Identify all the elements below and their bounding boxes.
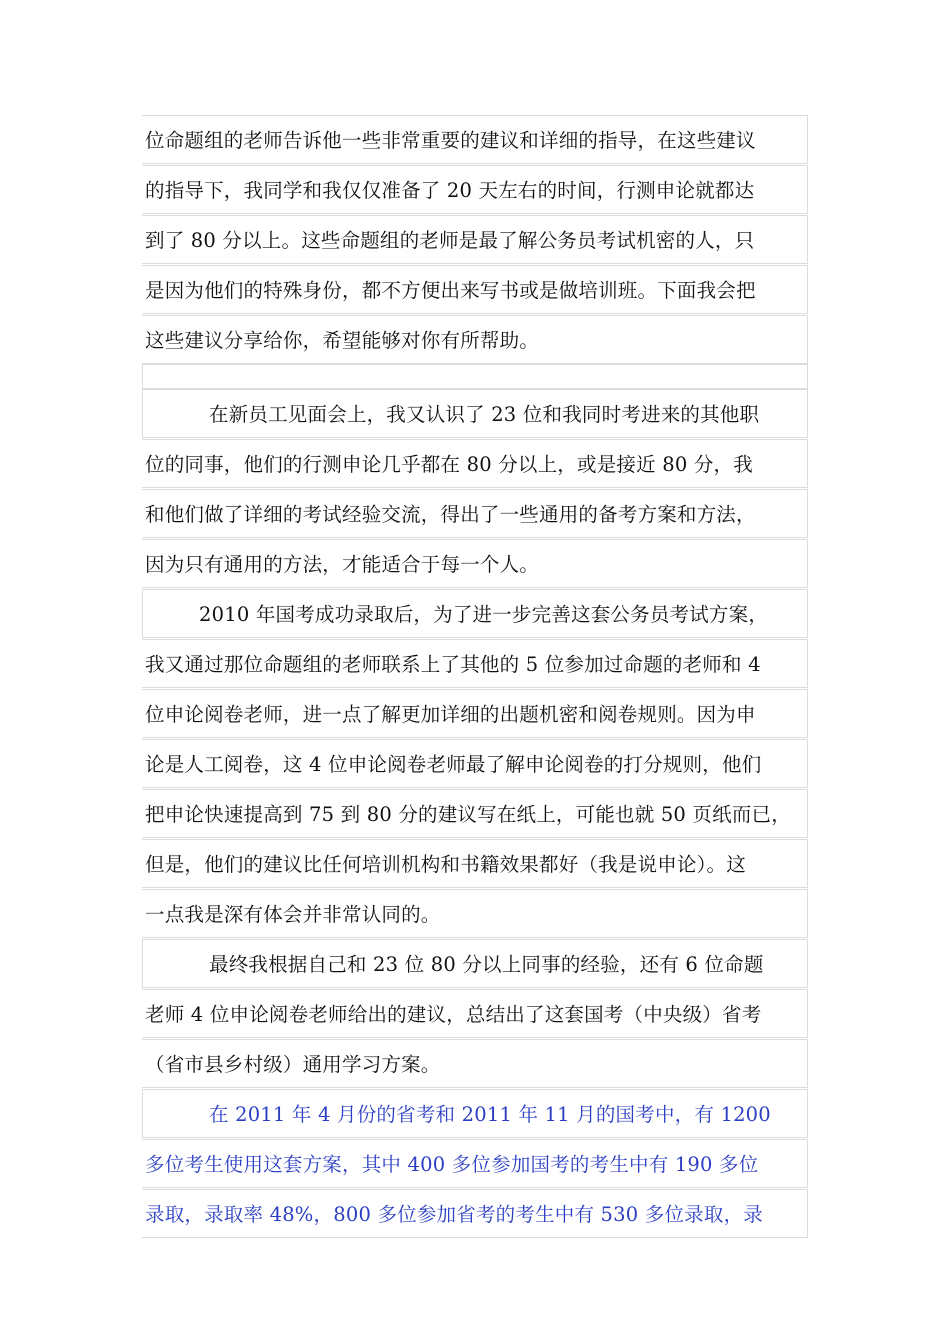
paragraph-3-line-4: 论是人工阅卷，这 4 位申论阅卷老师最了解申论阅卷的打分规则，他们 xyxy=(145,753,762,776)
paragraph-3-line-6: 但是，他们的建议比任何培训机构和书籍效果都好（我是说申论）。这 xyxy=(145,853,746,876)
text-line xyxy=(142,639,808,688)
text-line xyxy=(142,989,808,1038)
paragraph-5-line-2: 多位考生使用这套方案，其中 400 多位参加国考的考生中有 190 多位 xyxy=(145,1153,759,1176)
paragraph-1-line-5: 这些建议分享给你，希望能够对你有所帮助。 xyxy=(145,329,540,352)
paragraph-5-line-1: 在 2011 年 4 月份的省考和 2011 年 11 月的国考中，有 1200 xyxy=(209,1103,771,1126)
text-line xyxy=(142,115,808,164)
text-line xyxy=(142,689,808,738)
paragraph-3-line-1: 2010 年国考成功录取后，为了进一步完善这套公务员考试方案， xyxy=(199,603,769,626)
paragraph-4-line-2: 老师 4 位申论阅卷老师给出的建议，总结出了这套国考（中央级）省考 xyxy=(145,1003,762,1026)
text-line xyxy=(142,1039,808,1088)
text-line xyxy=(142,215,808,264)
highlight-line xyxy=(142,1189,808,1238)
text-line xyxy=(142,539,808,588)
paragraph-2-line-3: 和他们做了详细的考试经验交流，得出了一些通用的备考方案和方法， xyxy=(145,503,756,526)
text-line xyxy=(142,889,808,938)
highlight-line xyxy=(142,1139,808,1188)
text-line xyxy=(142,739,808,788)
paragraph-2-line-4: 因为只有通用的方法，才能适合于每一个人。 xyxy=(145,553,540,576)
text-line xyxy=(142,265,808,314)
paragraph-3-line-5: 把申论快速提高到 75 到 80 分的建议写在纸上，可能也就 50 页纸而已， xyxy=(145,803,791,826)
highlight-line xyxy=(142,1089,808,1138)
text-line xyxy=(142,315,808,364)
text-line xyxy=(142,589,808,638)
paragraph-1-line-4: 是因为他们的特殊身份，都不方便出来写书或是做培训班。下面我会把 xyxy=(145,279,756,302)
paragraph-3-line-2: 我又通过那位命题组的老师联系上了其他的 5 位参加过命题的老师和 4 xyxy=(145,653,761,676)
text-line xyxy=(142,939,808,988)
paragraph-3-line-7: 一点我是深有体会并非常认同的。 xyxy=(145,903,441,926)
text-line xyxy=(142,165,808,214)
paragraph-1-line-1: 位命题组的老师告诉他一些非常重要的建议和详细的指导，在这些建议 xyxy=(145,129,756,152)
paragraph-2-line-2: 位的同事，他们的行测申论几乎都在 80 分以上，或是接近 80 分，我 xyxy=(145,453,753,476)
paragraph-3-line-3: 位申论阅卷老师，进一点了解更加详细的出题机密和阅卷规则。因为申 xyxy=(145,703,756,726)
paragraph-4-line-3: （省市县乡村级）通用学习方案。 xyxy=(145,1053,441,1076)
text-line xyxy=(142,489,808,538)
text-line xyxy=(142,389,808,438)
blank-row xyxy=(142,364,808,389)
text-line xyxy=(142,439,808,488)
paragraph-1-line-2: 的指导下，我同学和我仅仅准备了 20 天左右的时间，行测申论就都达 xyxy=(145,179,755,202)
paragraph-2-line-1: 在新员工见面会上，我又认识了 23 位和我同时考进来的其他职 xyxy=(209,403,760,426)
paragraph-4-line-1: 最终我根据自己和 23 位 80 分以上同事的经验，还有 6 位命题 xyxy=(209,953,764,976)
paragraph-5-line-3: 录取，录取率 48%，800 多位参加省考的考生中有 530 多位录取，录 xyxy=(145,1203,763,1226)
paragraph-1-line-3: 到了 80 分以上。这些命题组的老师是最了解公务员考试机密的人，只 xyxy=(145,229,755,252)
text-line xyxy=(142,789,808,838)
text-line xyxy=(142,839,808,888)
